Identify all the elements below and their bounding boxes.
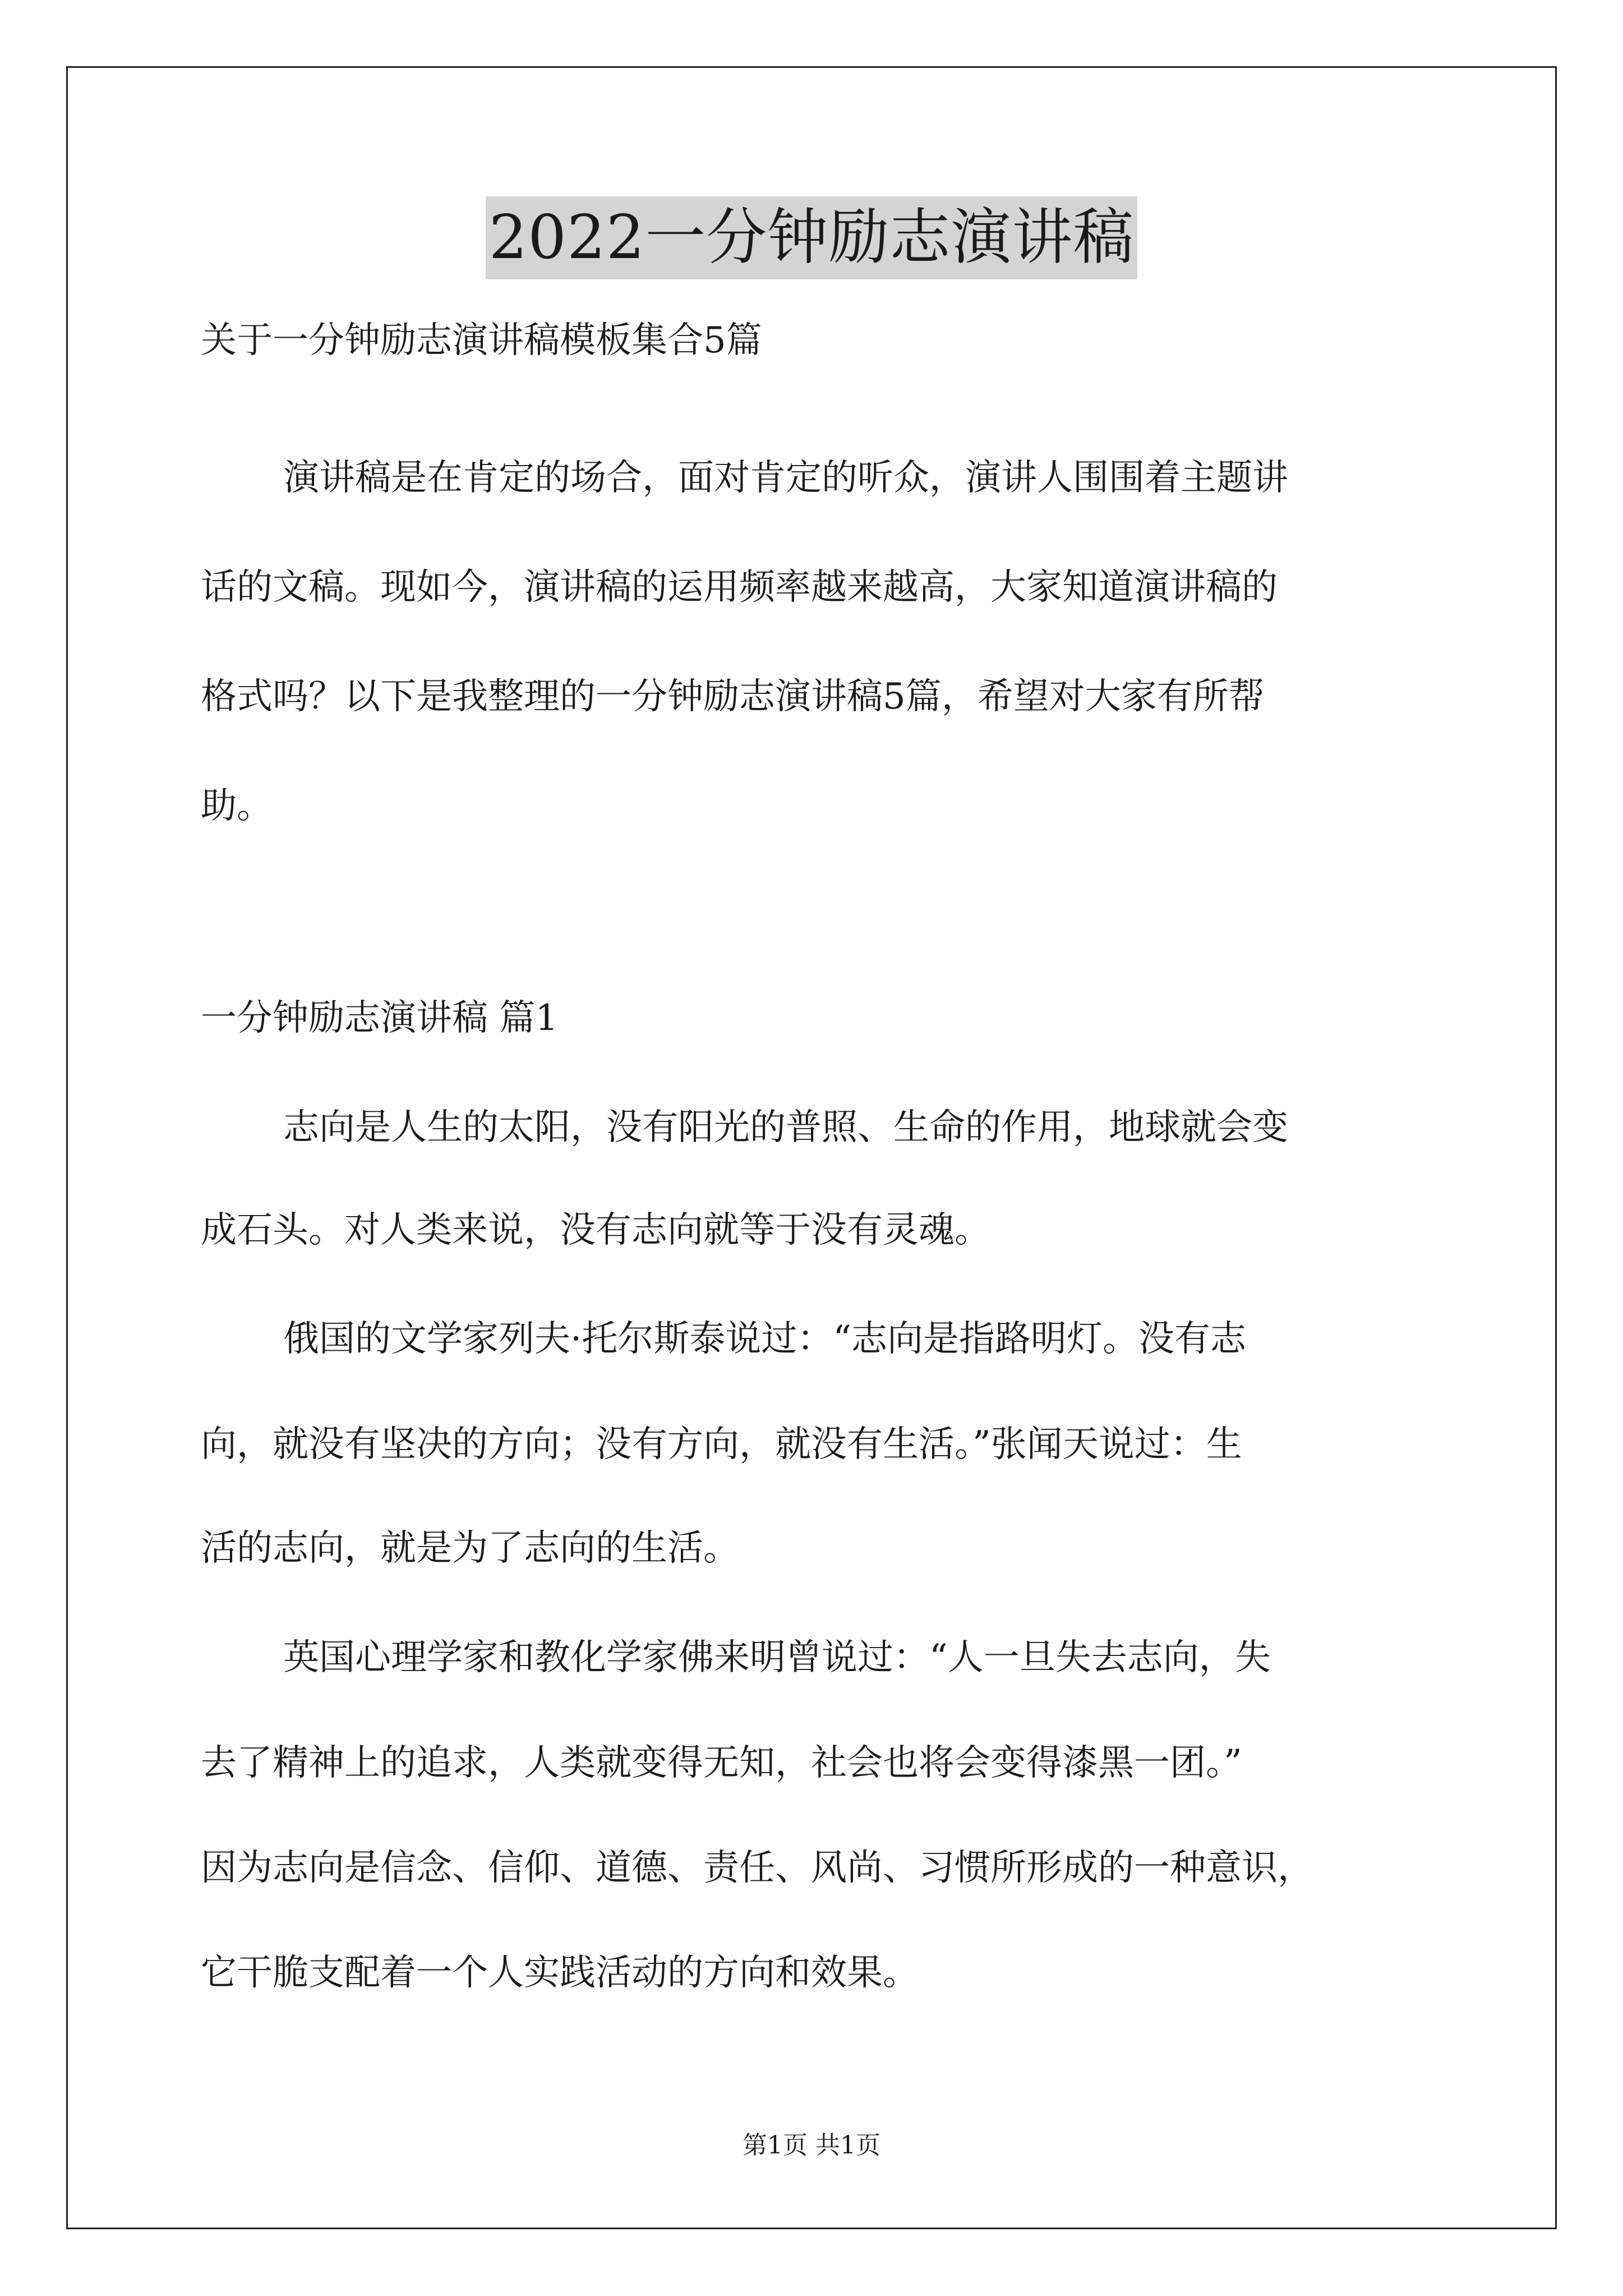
intro-line: 格式吗？以下是我整理的一分钟励志演讲稿5篇，希望对大家有所帮 xyxy=(201,676,1265,717)
intro-line: 演讲稿是在肯定的场合，面对肯定的听众，演讲人围围着主题讲 xyxy=(283,457,1288,499)
paragraph-line: 成石头。对人类来说，没有志向就等于没有灵魂。 xyxy=(201,1209,990,1251)
paragraph-line: 英国心理学家和教化学家佛来明曾说过：“人一旦失去志向，失 xyxy=(283,1637,1271,1678)
section-heading: 一分钟励志演讲稿 篇1 xyxy=(201,997,559,1039)
intro-line: 助。 xyxy=(201,785,273,827)
intro-line: 话的文稿。现如今，演讲稿的运用频率越来越高，大家知道演讲稿的 xyxy=(201,567,1278,608)
paragraph-line: 俄国的文学家列夫·托尔斯泰说过：“志向是指路明灯。没有志 xyxy=(283,1318,1247,1360)
paragraph-line: 志向是人生的太阳，没有阳光的普照、生命的作用，地球就会变 xyxy=(283,1107,1288,1148)
paragraph-line: 因为志向是信念、信仰、道德、责任、风尚、习惯所形成的一种意识， xyxy=(201,1847,1313,1889)
paragraph-line: 活的志向，就是为了志向的生活。 xyxy=(201,1527,739,1569)
document-title: 2022一分钟励志演讲稿 xyxy=(486,196,1138,279)
paragraph-line: 向，就没有坚决的方向；没有方向，就没有生活。”张闻天说过：生 xyxy=(201,1424,1242,1465)
page-footer: 第1页 共1页 xyxy=(743,2131,880,2160)
document-subtitle: 关于一分钟励志演讲稿模板集合5篇 xyxy=(201,320,762,361)
paragraph-line: 去了精神上的追求，人类就变得无知，社会也将会变得漆黑一团。” xyxy=(201,1742,1242,1784)
title-container xyxy=(0,196,1623,279)
paragraph-line: 它干脆支配着一个人实践活动的方向和效果。 xyxy=(201,1952,919,1994)
